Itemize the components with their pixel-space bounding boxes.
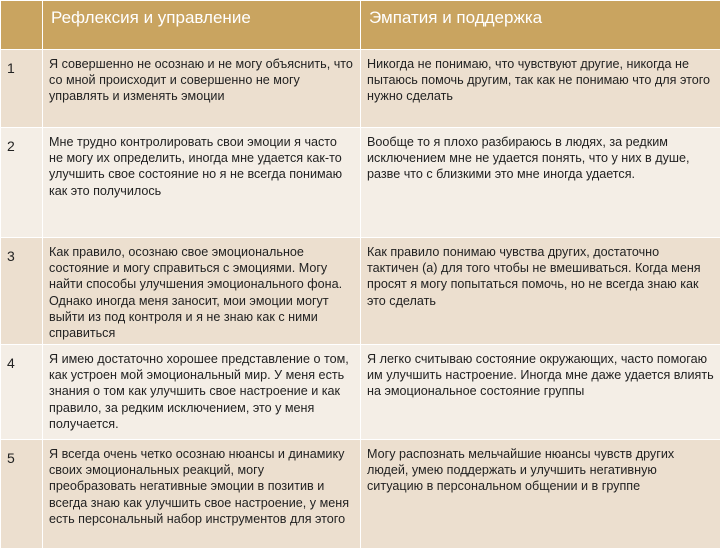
header-reflection: Рефлексия и управление <box>43 1 361 50</box>
empathy-cell: Вообще то я плохо разбираюсь в людях, за редким исключением мне не удается понять, что у них в душе, разве что с близкими это мне иногда удается. <box>361 128 720 238</box>
table-row <box>1 50 720 128</box>
table-row <box>1 345 720 440</box>
table-row <box>1 440 720 549</box>
reflection-cell: Как правило, осознаю свое эмоциональное состояние и могу справиться с эмоциями. Могу найти способы улучшения эмоционального фона. Однако иногда меня заносит, мои эмоции могут выйти из под контроля и я не знаю как с ними справиться <box>43 238 361 345</box>
table-row <box>1 128 720 238</box>
empathy-cell: Никогда не понимаю, что чувствуют другие, никогда не пытаюсь помочь другим, так как не понимаю что для этого нужно сделать <box>361 50 720 128</box>
empathy-cell: Как правило понимаю чувства других, достаточно тактичен (а) для того чтобы не вмешиваться. Когда меня просят я могу попытаться помочь, но не всегда знаю как это сделать <box>361 238 720 345</box>
empathy-cell: Я легко считываю состояние окружающих, часто помогаю им улучшить настроение. Иногда мне даже удается влиять на эмоциональное состояние группы <box>361 345 720 440</box>
row-number: 3 <box>1 238 43 345</box>
header-row <box>1 1 720 50</box>
reflection-cell: Мне трудно контролировать свои эмоции я часто не могу их определить, иногда мне удается как-то улучшить свое состояние но я не всегда понимаю как это получилось <box>43 128 361 238</box>
reflection-cell: Я всегда очень четко осознаю нюансы и динамику своих эмоциональных реакций, могу преобразовать негативные эмоции в позитив и всегда знаю как улучшить свое настроение, у меня есть персональный набор инструментов для этого <box>43 440 361 549</box>
empathy-cell: Могу распознать мельчайшие нюансы чувств других людей, умею поддержать и улучшить негативную ситуацию в персональном общении и в группе <box>361 440 720 549</box>
header-num-cell <box>1 1 43 50</box>
header-empathy: Эмпатия и поддержка <box>361 1 720 50</box>
row-number: 2 <box>1 128 43 238</box>
table-row <box>1 238 720 345</box>
reflection-cell: Я совершенно не осознаю и не могу объяснить, что со мной происходит и совершенно не могу управлять и изменять эмоции <box>43 50 361 128</box>
row-number: 1 <box>1 50 43 128</box>
row-number: 4 <box>1 345 43 440</box>
row-number: 5 <box>1 440 43 549</box>
reflection-cell: Я имею достаточно хорошее представление о том, как устроен мой эмоциональный мир. У меня есть знания о том как улучшить свое настроение и как правило, за редким исключением, это у меня получается. <box>43 345 361 440</box>
